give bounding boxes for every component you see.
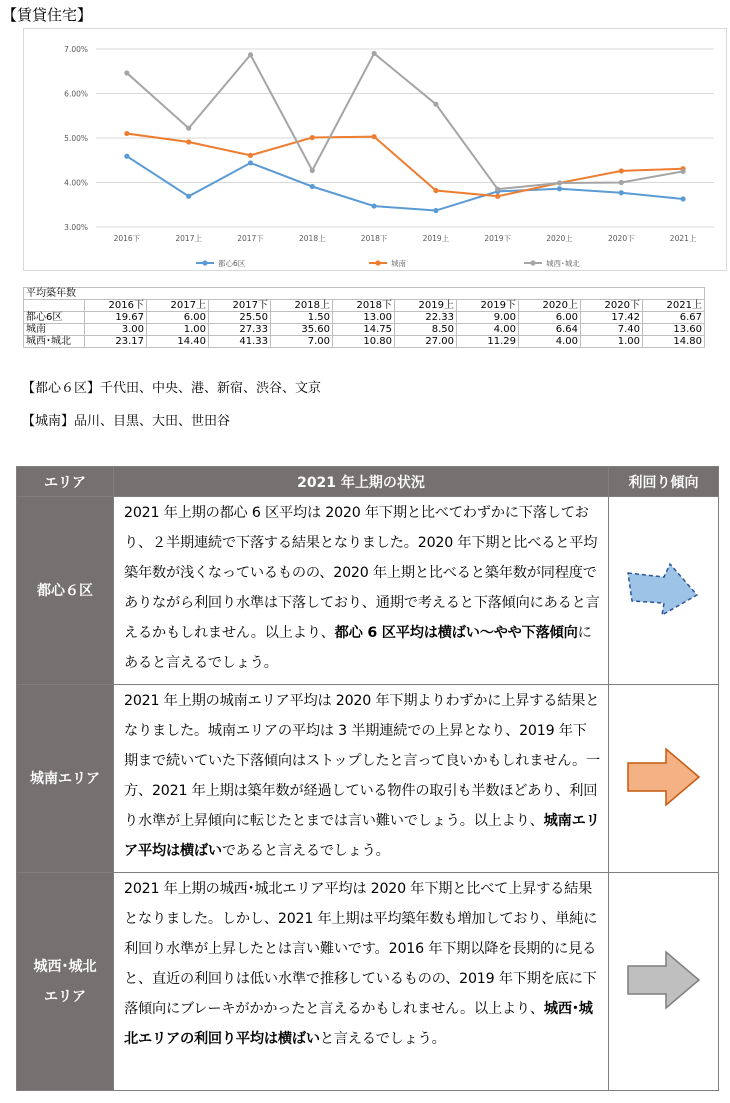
- age-table-row-label: 都心6区: [24, 312, 85, 324]
- age-table-cell: 27.33: [209, 324, 271, 336]
- age-table-header: 2019上: [395, 300, 457, 312]
- age-table-cell: 11.29: [457, 336, 519, 348]
- age-table-cell: 41.33: [209, 336, 271, 348]
- arrow-shape: [628, 749, 699, 805]
- age-table-cell: 1.00: [147, 324, 209, 336]
- arrow-shape: [628, 952, 699, 1008]
- status-text-main: 2021 年上期の城南エリア平均は 2020 年下期よりわずかに上昇する結果となりました。城南エリアの平均は 3 半期連続での上昇となり、2019 年下期まで続いていた下落傾向はストップしたと言って良いかもしれません。一方、2021 年上期は築年数が経過している物件の取引も半数ほどあり、利回り水準が上昇傾向に転じたとまでは言い難いでしょう。以上より、: [124, 693, 601, 829]
- age-table-cell: 1.00: [581, 336, 643, 348]
- page-heading: 【賃貸住宅】: [2, 6, 93, 24]
- data-point: [495, 187, 500, 192]
- data-point: [433, 188, 438, 193]
- data-point: [186, 139, 191, 144]
- status-text-tail: と言えるでしょう。: [319, 1031, 446, 1047]
- trend-cell: [609, 685, 719, 873]
- data-point: [310, 168, 315, 173]
- x-tick-label: 2016下: [113, 234, 141, 243]
- age-table-cell: 6.00: [519, 312, 581, 324]
- age-table-cell: 14.80: [643, 336, 705, 348]
- status-header-status: 2021 年上期の状況: [114, 467, 609, 497]
- status-text-tail: であると言えるでしょう。: [221, 843, 390, 859]
- age-table-row: [24, 312, 705, 324]
- data-point: [372, 51, 377, 56]
- age-table-cell: 27.00: [395, 336, 457, 348]
- status-row-central: [17, 497, 719, 685]
- status-text-main: 2021 年上期の都心 6 区平均は 2020 年下期と比べてわずかに下落しており、２半期連続で下落する結果となりました。2020 年下期と比べると平均築年数が浅くなっているものの、2020 年上期と比べると築年数が同程度でありながら利回り水準は下落しており、通期で考えると下落傾向にあると言えるかもしれません。以上より、: [124, 505, 600, 641]
- data-point: [619, 168, 624, 173]
- data-point: [186, 126, 191, 131]
- arrow-right-icon: [624, 745, 704, 809]
- x-tick-label: 2021上: [669, 234, 697, 243]
- status-row-west-north: [17, 873, 719, 1091]
- status-area-label: 都心６区: [17, 497, 114, 685]
- series-line: [127, 53, 683, 189]
- age-table-row-label: 城西･城北: [24, 336, 85, 348]
- age-table-cell: 19.67: [85, 312, 147, 324]
- data-point: [124, 154, 129, 159]
- legend-marker: [375, 260, 380, 265]
- age-table-header: 2018下: [333, 300, 395, 312]
- data-point: [619, 180, 624, 185]
- age-table-cell: 35.60: [271, 324, 333, 336]
- y-tick-label: 3.00%: [64, 223, 88, 232]
- age-table-cell: 14.75: [333, 324, 395, 336]
- arrow-right-icon: [624, 948, 704, 1012]
- age-table-caption: 平均築年数: [24, 288, 705, 300]
- data-point: [124, 70, 129, 75]
- legend-marker: [530, 260, 535, 265]
- age-table-cell: 1.50: [271, 312, 333, 324]
- x-tick-label: 2017下: [237, 234, 264, 243]
- age-table-header: 2019下: [457, 300, 519, 312]
- age-table-header: 2017下: [209, 300, 271, 312]
- status-text-bold: 城西･城北エリアの利回り平均は横ばい: [124, 1001, 593, 1047]
- x-tick-label: 2019上: [422, 234, 450, 243]
- age-table-header: 2018上: [271, 300, 333, 312]
- legend-marker: [202, 260, 207, 265]
- age-table-header: 2020上: [519, 300, 581, 312]
- legend-label: 城西･城北: [546, 259, 580, 268]
- age-table-cell: 6.00: [147, 312, 209, 324]
- trend-cell: [609, 497, 719, 685]
- age-table-cell: 25.50: [209, 312, 271, 324]
- status-header-trend: 利回り傾向: [609, 467, 719, 497]
- age-table-cell: 4.00: [519, 336, 581, 348]
- data-point: [124, 131, 129, 136]
- note-south-wards: 【城南】品川、目黒、大田、世田谷: [22, 414, 231, 429]
- status-text-bold: 城南エリア平均は横ばい: [124, 813, 600, 859]
- age-table-cell: 7.00: [271, 336, 333, 348]
- data-point: [681, 196, 686, 201]
- note-central-wards: 【都心６区】千代田、中央、港、新宿、渋谷、文京: [22, 381, 322, 396]
- age-table-row: [24, 324, 705, 336]
- age-table-cell: 23.17: [85, 336, 147, 348]
- y-tick-label: 5.00%: [64, 134, 88, 143]
- age-table-cell: 10.80: [333, 336, 395, 348]
- age-table-header: 2017上: [147, 300, 209, 312]
- age-table-header: 2020下: [581, 300, 643, 312]
- age-table-cell: 4.00: [457, 324, 519, 336]
- x-tick-label: 2018上: [299, 234, 326, 243]
- status-text-tail: にあると言えるでしょう。: [124, 625, 592, 671]
- age-table-cell: 8.50: [395, 324, 457, 336]
- x-tick-label: 2020下: [608, 234, 635, 243]
- data-point: [557, 180, 562, 185]
- age-table-cell: 3.00: [85, 324, 147, 336]
- status-header-area: エリア: [17, 467, 114, 497]
- status-text-bold: 都心 6 区平均は横ばい～やや下落傾向: [334, 625, 578, 641]
- age-table-header: 2021上: [643, 300, 705, 312]
- series-line: [127, 134, 683, 197]
- y-tick-label: 6.00%: [64, 89, 88, 99]
- status-area-label: 城南エリア: [17, 685, 114, 873]
- status-text-main: 2021 年上期の城西･城北エリア平均は 2020 年下期と比べて上昇する結果となりました。しかし、2021 年上期は平均築年数も増加しており、単純に利回り水準が上昇したとは言い難いです。2016 年下期以降を長期的に見ると、直近の利回りは低い水準で推移しているものの、2019 年下期を底に下落傾向にブレーキがかかったと言えるかもしれません。以上より、: [124, 881, 598, 1017]
- legend-label: 都心6区: [218, 259, 246, 268]
- data-point: [310, 184, 315, 189]
- age-table-cell: 13.00: [333, 312, 395, 324]
- data-point: [619, 190, 624, 195]
- data-point: [248, 153, 253, 158]
- x-tick-label: 2018下: [360, 234, 388, 243]
- age-table-cell: 17.42: [581, 312, 643, 324]
- age-table-corner: [24, 300, 85, 312]
- status-header-row: [17, 467, 719, 497]
- data-point: [310, 135, 315, 140]
- age-table-cell: 9.00: [457, 312, 519, 324]
- status-text: [114, 685, 609, 873]
- age-table-header: 2016下: [85, 300, 147, 312]
- age-table-cell: 22.33: [395, 312, 457, 324]
- data-point: [186, 194, 191, 199]
- age-table-cell: 6.64: [519, 324, 581, 336]
- data-point: [248, 52, 253, 57]
- status-row-south: [17, 685, 719, 873]
- age-table-cell: 13.60: [643, 324, 705, 336]
- data-point: [372, 134, 377, 139]
- legend-label: 城南: [391, 259, 406, 268]
- arrow-right-down-dashed-icon: [624, 559, 704, 619]
- data-point: [681, 169, 686, 174]
- yield-chart: [23, 28, 727, 271]
- trend-cell: [609, 873, 719, 1091]
- age-table-row-label: 城南: [24, 324, 85, 336]
- age-table-header-row: [24, 300, 705, 312]
- status-text: [114, 873, 609, 1091]
- data-point: [495, 194, 500, 199]
- data-point: [372, 203, 377, 208]
- age-table-cell: 14.40: [147, 336, 209, 348]
- age-table: [23, 287, 705, 348]
- data-point: [433, 208, 438, 213]
- data-point: [248, 160, 253, 165]
- yield-chart-svg: [24, 29, 728, 272]
- y-tick-label: 4.00%: [64, 178, 88, 188]
- data-point: [557, 186, 562, 191]
- y-tick-label: 7.00%: [64, 45, 88, 54]
- status-area-label: 城西･城北 エリア: [17, 873, 114, 1091]
- x-tick-label: 2020上: [546, 234, 573, 243]
- x-tick-label: 2019下: [484, 234, 511, 243]
- age-table-row: [24, 336, 705, 348]
- status-table: [16, 466, 719, 1091]
- age-table-cell: 7.40: [581, 324, 643, 336]
- x-tick-label: 2017上: [175, 234, 202, 243]
- status-text: [114, 497, 609, 685]
- arrow-shape: [628, 564, 697, 615]
- age-table-cell: 6.67: [643, 312, 705, 324]
- data-point: [433, 102, 438, 107]
